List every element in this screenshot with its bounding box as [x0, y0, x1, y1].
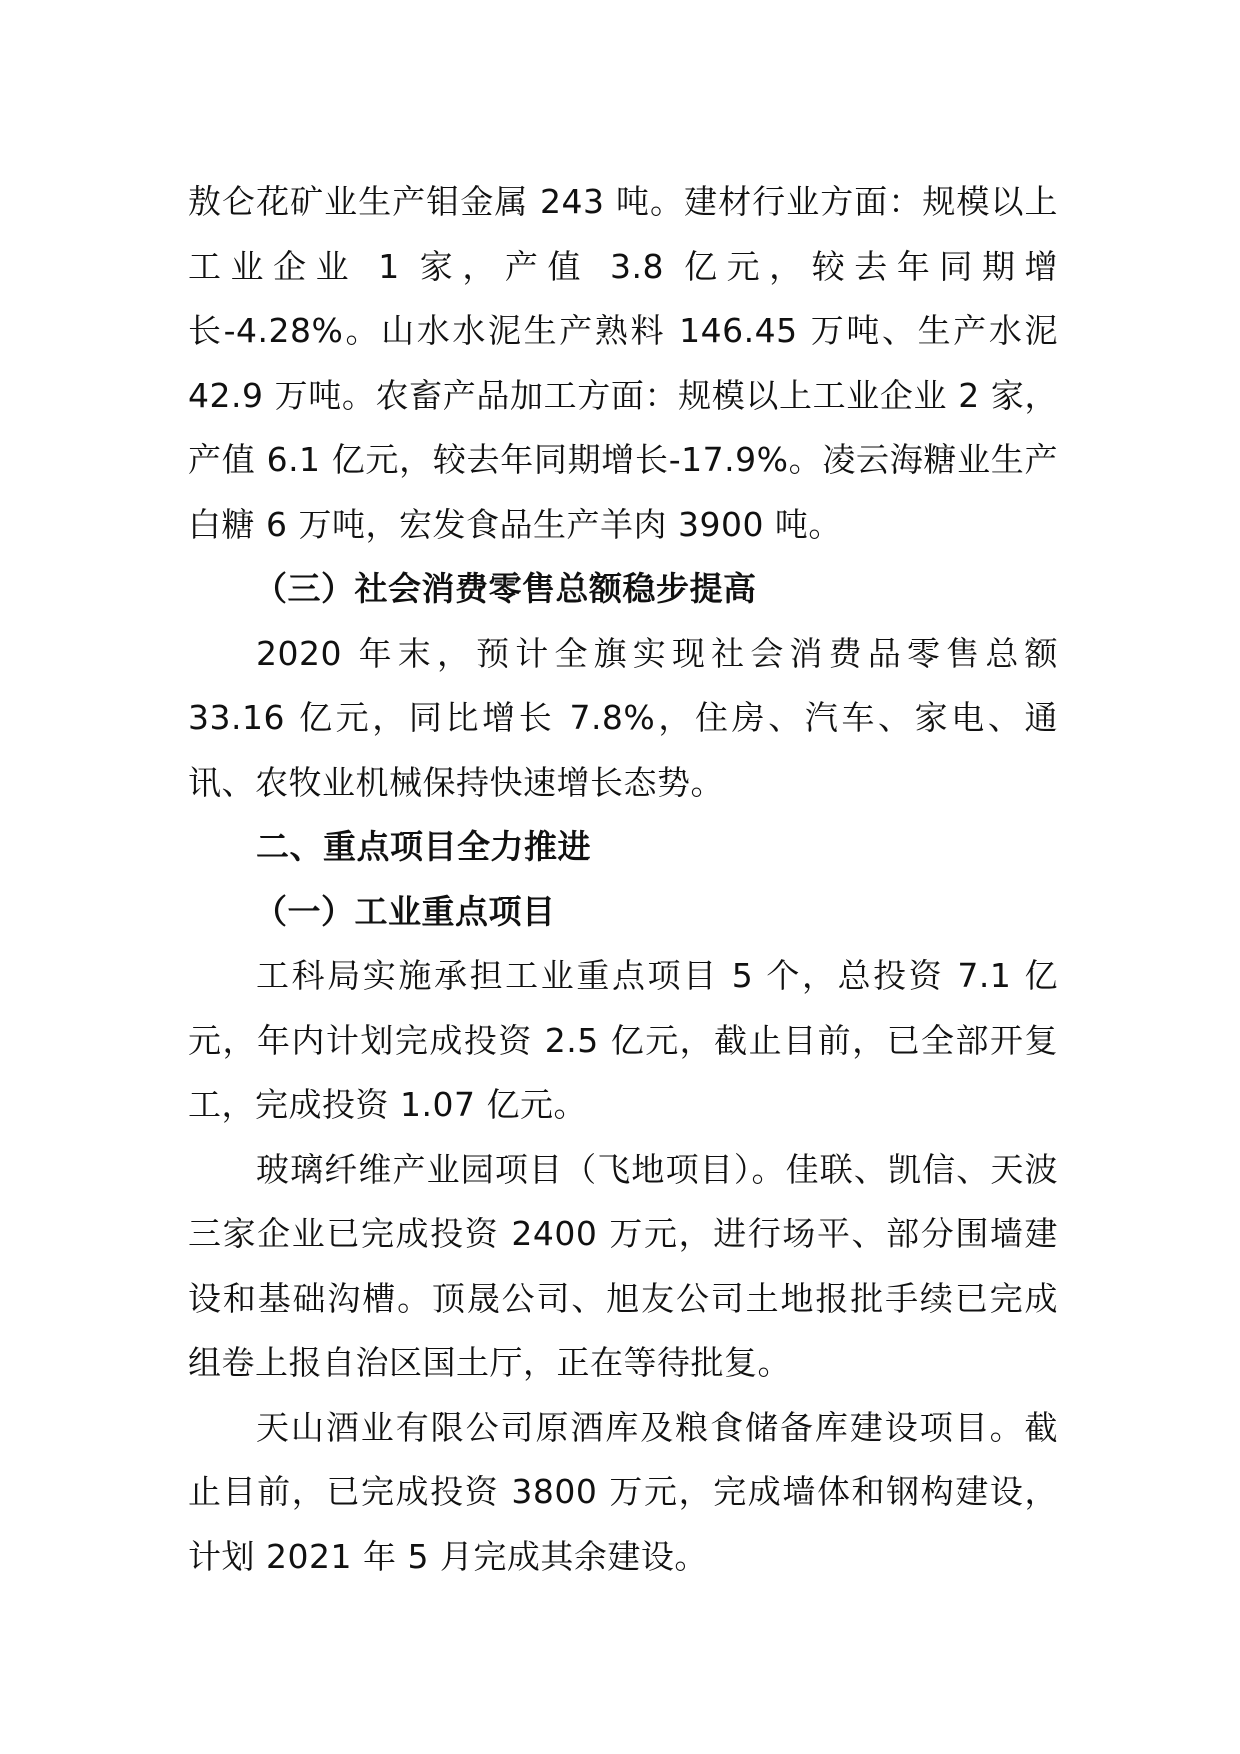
- paragraph-glass-fiber-park: 玻璃纤维产业园项目（飞地项目）。佳联、凯信、天波三家企业已完成投资 2400 万元，进行场平、部分围墙建设和基础沟槽。顶晟公司、旭友公司土地报批手续已完成组卷上报自治区国土厅，正在等待批复。: [188, 1149, 1058, 1382]
- document-body: [188, 170, 1058, 1589]
- section-heading-consumption: （三）社会消费零售总额稳步提高: [254, 569, 757, 608]
- paragraph-consumption: 2020 年末，预计全旗实现社会消费品零售总额 33.16 亿元，同比增长 7.8%，住房、汽车、家电、通讯、农牧业机械保持快速增长态势。: [188, 633, 1058, 802]
- paragraph-continuation: 敖仑花矿业生产钼金属 243 吨。建材行业方面：规模以上工业企业 1 家，产值 3.8 亿元，较去年同期增长-4.28%。山水水泥生产熟料 146.45 万吨、生产水泥 42.9 万吨。农畜产品加工方面：规模以上工业企业 2 家，产值 6.1 亿元，较去年同期增长-17.9%。凌云海糖业生产白糖 6 万吨，宏发食品生产羊肉 3900 吨。: [188, 182, 1058, 544]
- section-heading-industrial-projects: （一）工业重点项目: [254, 891, 556, 931]
- paragraph-industrial-summary: 工科局实施承担工业重点项目 5 个，总投资 7.1 亿元，年内计划完成投资 2.5 亿元，截止目前，已全部开复工，完成投资 1.07 亿元。: [188, 956, 1058, 1124]
- paragraph-tianshan-winery: 天山酒业有限公司原酒库及粮食储备库建设项目。截止目前，已完成投资 3800 万元，完成墙体和钢构建设，计划 2021 年 5 月完成其余建设。: [188, 1407, 1058, 1576]
- section-heading-key-projects: 二、重点项目全力推进: [256, 827, 591, 866]
